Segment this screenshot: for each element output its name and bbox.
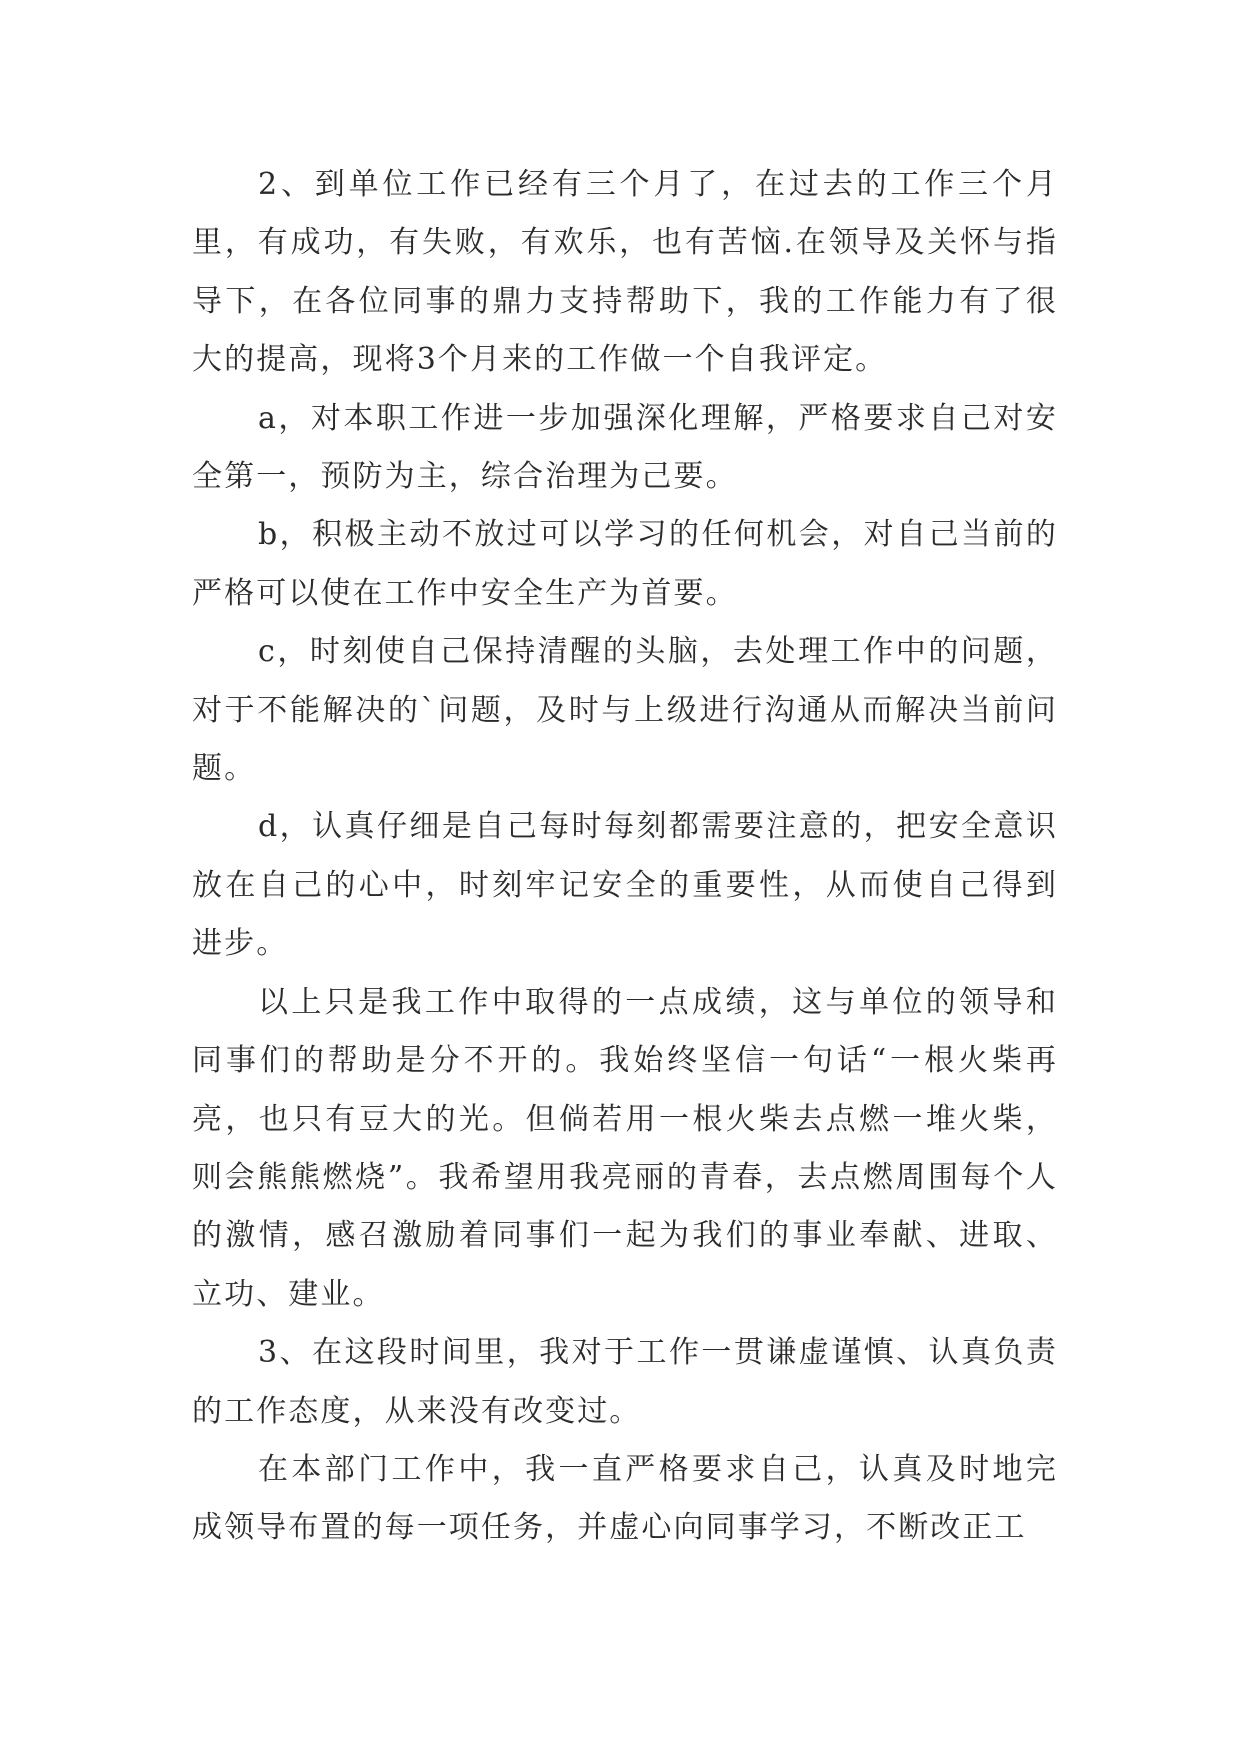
paragraph-item-d: d，认真仔细是自己每时每刻都需要注意的，把安全意识放在自己的心中，时刻牢记安全的重要性，从而使自己得到进步。 (192, 809, 1058, 962)
paragraph-item-b: b，积极主动不放过可以学习的任何机会，对自己当前的严格可以使在工作中安全生产为首要。 (192, 517, 1058, 611)
paragraph-work-summary-intro: 2、到单位工作已经有三个月了，在过去的工作三个月里，有成功，有失败，有欢乐，也有苦恼.在领导及关怀与指导下，在各位同事的鼎力支持帮助下，我的工作能力有了很大的提高，现将3个月来的工作做一个自我评定。 (192, 167, 1058, 378)
paragraph-department-work: 在本部门工作中，我一直严格要求自己，认真及时地完成领导布置的每一项任务，并虚心向同事学习，不断改正工 (192, 1451, 1058, 1546)
paragraph-item-c: c，时刻使自己保持清醒的头脑，去处理工作中的问题，对于不能解决的`问题，及时与上级进行沟通从而解决当前问题。 (192, 634, 1058, 787)
paragraph-achievements: 以上只是我工作中取得的一点成绩，这与单位的领导和同事们的帮助是分不开的。我始终坚信一句话“一根火柴再亮，也只有豆大的光。但倘若用一根火柴去点燃一堆火柴，则会熊熊燃烧”。我希望用我亮丽的青春，去点燃周围每个人的激情，感召激励着同事们一起为我们的事业奉献、进取、立功、建业。 (192, 984, 1058, 1312)
paragraph-section-3: 3、在这段时间里，我对于工作一贯谦虚谨慎、认真负责的工作态度，从来没有改变过。 (192, 1335, 1058, 1429)
paragraph-item-a: a，对本职工作进一步加强深化理解，严格要求自己对安全第一，预防为主，综合治理为己要。 (192, 400, 1058, 495)
document-body (192, 156, 1058, 1558)
